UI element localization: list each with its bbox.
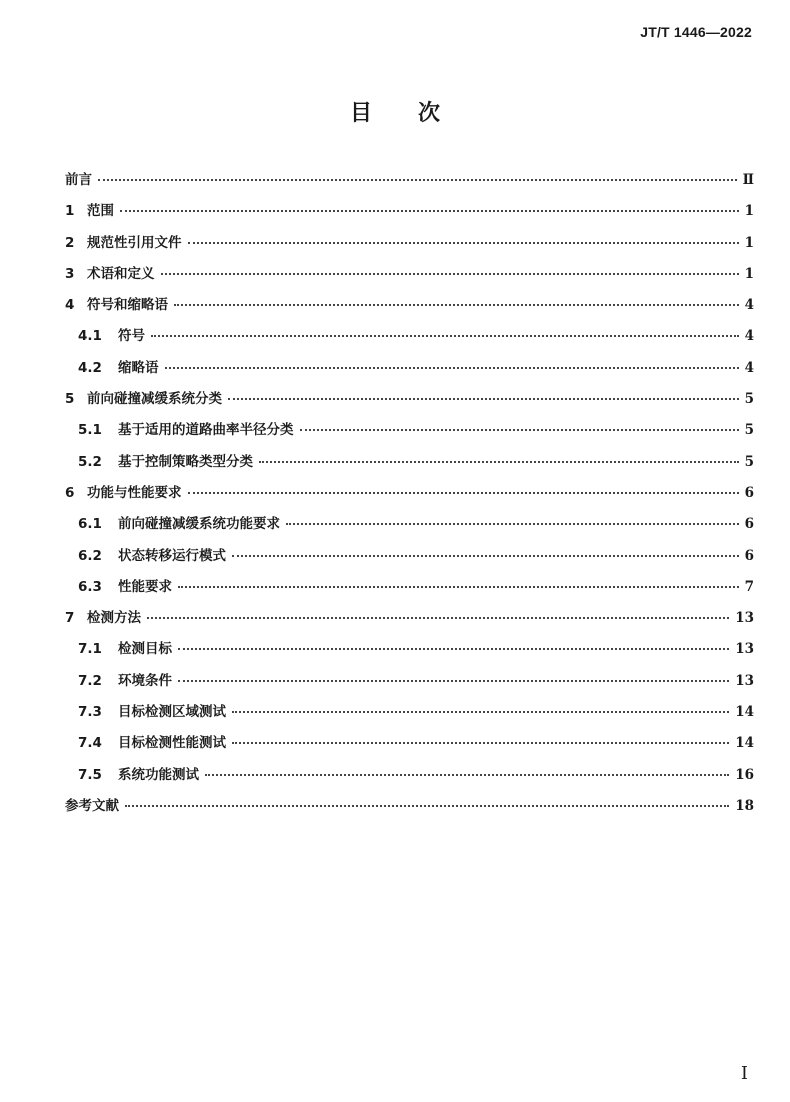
- toc-entry-number: 4: [65, 297, 75, 314]
- dot-leader: [228, 398, 739, 400]
- toc-entry-page: 13: [735, 610, 754, 627]
- toc-entry-label: 符号和缩略语: [87, 297, 168, 314]
- dot-leader: [98, 179, 737, 181]
- dot-leader: [232, 711, 729, 713]
- toc-entry[interactable]: [65, 669, 754, 700]
- toc-entry-page: 7: [744, 578, 754, 595]
- dot-leader: [174, 304, 739, 306]
- page-title: 目次: [349, 101, 486, 126]
- toc-entry-label: 术语和定义: [87, 265, 155, 282]
- table-of-contents: [65, 168, 754, 825]
- toc-entry-label: 基于控制策略类型分类: [118, 453, 253, 470]
- toc-entry-page: 6: [744, 516, 754, 533]
- toc-entry-page: 18: [735, 797, 754, 814]
- toc-entry[interactable]: [65, 575, 754, 606]
- toc-entry-page: 5: [744, 422, 754, 439]
- toc-entry-label: 规范性引用文件: [87, 234, 182, 251]
- toc-entry-number: 6.1: [78, 516, 102, 533]
- toc-entry[interactable]: [65, 168, 754, 199]
- toc-entry-number: 6: [65, 484, 75, 501]
- toc-entry-page: 4: [744, 328, 754, 345]
- toc-entry-number: 6.3: [78, 578, 102, 595]
- toc-entry[interactable]: [65, 512, 754, 543]
- toc-entry[interactable]: [65, 387, 754, 418]
- toc-entry-label: 检测方法: [87, 610, 141, 627]
- toc-entry-page: 6: [744, 484, 754, 501]
- toc-entry[interactable]: [65, 418, 754, 449]
- toc-entry[interactable]: [65, 731, 754, 762]
- toc-entry-page: 1: [744, 234, 754, 251]
- toc-entry-page: 5: [744, 453, 754, 470]
- toc-entry[interactable]: [65, 199, 754, 230]
- toc-entry-number: 1: [65, 203, 75, 220]
- dot-leader: [286, 523, 739, 525]
- toc-entry[interactable]: [65, 700, 754, 731]
- dot-leader: [178, 648, 729, 650]
- dot-leader: [161, 273, 739, 275]
- toc-entry[interactable]: [65, 324, 754, 355]
- toc-entry-label: 性能要求: [118, 578, 172, 595]
- dot-leader: [147, 617, 729, 619]
- toc-entry-page: 1: [744, 265, 754, 282]
- toc-entry-page: 5: [744, 391, 754, 408]
- toc-entry-page: 13: [735, 672, 754, 689]
- toc-entry[interactable]: [65, 481, 754, 512]
- dot-leader: [188, 492, 739, 494]
- dot-leader: [232, 742, 729, 744]
- dot-leader: [151, 335, 739, 337]
- dot-leader: [259, 461, 739, 463]
- toc-entry-page: 6: [744, 547, 754, 564]
- toc-entry-number: 3: [65, 265, 75, 282]
- toc-entry-label: 功能与性能要求: [87, 484, 182, 501]
- toc-entry-label: 环境条件: [118, 672, 172, 689]
- toc-entry-page: 14: [735, 704, 754, 721]
- dot-leader: [188, 242, 739, 244]
- toc-entry-label: 符号: [118, 328, 145, 345]
- toc-entry[interactable]: [65, 262, 754, 293]
- toc-entry-number: 7.2: [78, 672, 102, 689]
- toc-entry-label: 系统功能测试: [118, 766, 199, 783]
- toc-entry-label: 前向碰撞减缓系统功能要求: [118, 516, 280, 533]
- toc-entry[interactable]: [65, 794, 754, 825]
- toc-entry-label: 参考文献: [65, 797, 119, 814]
- toc-entry[interactable]: [65, 606, 754, 637]
- dot-leader: [120, 210, 739, 212]
- toc-entry-label: 目标检测性能测试: [118, 735, 226, 752]
- toc-entry-number: 2: [65, 234, 75, 251]
- toc-entry-number: 5.2: [78, 453, 102, 470]
- toc-entry-number: 5: [65, 391, 75, 408]
- toc-entry-label: 基于适用的道路曲率半径分类: [118, 422, 294, 439]
- toc-entry[interactable]: [65, 637, 754, 668]
- toc-entry-page: 14: [735, 735, 754, 752]
- toc-entry-number: 5.1: [78, 422, 102, 439]
- toc-entry-label: 检测目标: [118, 641, 172, 658]
- toc-entry-number: 6.2: [78, 547, 102, 564]
- toc-entry-number: 7.4: [78, 735, 102, 752]
- page-number: I: [740, 1063, 748, 1084]
- toc-entry-label: 前言: [65, 172, 92, 188]
- toc-entry-page: 13: [735, 641, 754, 658]
- toc-entry-page: 1: [744, 203, 754, 220]
- dot-leader: [178, 680, 729, 682]
- toc-entry-number: 7.3: [78, 704, 102, 721]
- toc-entry[interactable]: [65, 231, 754, 262]
- toc-entry[interactable]: [65, 544, 754, 575]
- toc-entry-number: 4.1: [78, 328, 102, 345]
- dot-leader: [178, 586, 739, 588]
- toc-entry[interactable]: [65, 763, 754, 794]
- toc-entry-page: 4: [744, 297, 754, 314]
- toc-entry-number: 7.1: [78, 641, 102, 658]
- toc-entry[interactable]: [65, 356, 754, 387]
- dot-leader: [165, 367, 739, 369]
- toc-entry-page: 16: [735, 766, 754, 783]
- dot-leader: [205, 774, 729, 776]
- toc-entry-label: 目标检测区域测试: [118, 704, 226, 721]
- standard-code: JT/T 1446—2022: [640, 24, 752, 40]
- dot-leader: [300, 429, 739, 431]
- toc-entry[interactable]: [65, 450, 754, 481]
- toc-entry-number: 4.2: [78, 359, 102, 376]
- toc-entry-page: Ⅱ: [742, 172, 754, 188]
- toc-entry-label: 范围: [87, 203, 114, 220]
- dot-leader: [125, 805, 729, 807]
- dot-leader: [232, 555, 739, 557]
- toc-entry-label: 前向碰撞减缓系统分类: [87, 391, 222, 408]
- toc-entry-number: 7: [65, 610, 75, 627]
- toc-entry[interactable]: [65, 293, 754, 324]
- toc-entry-number: 7.5: [78, 766, 102, 783]
- toc-entry-label: 状态转移运行模式: [118, 547, 226, 564]
- toc-entry-label: 缩略语: [118, 359, 159, 376]
- toc-entry-page: 4: [744, 359, 754, 376]
